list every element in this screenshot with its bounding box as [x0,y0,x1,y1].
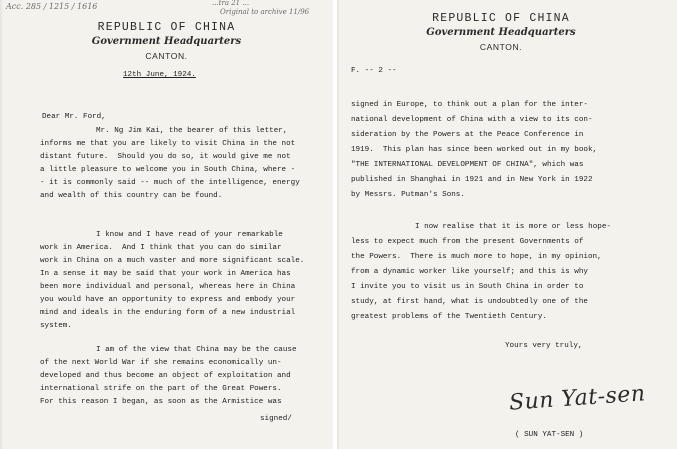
archive-note: ...tra 21 ... [212,0,250,7]
archive-accession-note: Acc. 285 / 1215 / 1616 [6,2,98,11]
page-edge-shadow [0,0,3,449]
body-line: I invite you to visit us in South China in order to [351,283,584,291]
page-marker: F. -- 2 -- [351,67,397,75]
body-line: I am of the view that China may be the cause [96,346,297,354]
letterhead-city: CANTON. [145,51,188,61]
page-edge-shadow [337,0,340,449]
continuation-word: signed/ [260,415,292,423]
body-line: greatest problems of the Twentieth Century. [351,313,547,321]
body-line: work in China on a much vaster and more significant scale. [40,257,305,265]
closing: Yours very truly, [505,342,583,350]
body-line: study, at first hand, what is undoubtedly one of the [351,298,588,306]
body-line: published in Shanghai in 1921 and in New York in 1922 [351,176,593,184]
body-line: I know and I have read of your remarkable [96,231,283,239]
body-line: Mr. Ng Jim Kai, the bearer of this letter, [96,127,288,135]
archive-original-note: Original to archive 11/96 [220,8,310,16]
body-line: - it is commonly said -- much of the intelligence, energy [40,179,300,187]
letterhead-subtitle: Government Headquarters [91,36,242,47]
letterhead-subtitle: Government Headquarters [426,27,576,38]
body-line: less to expect much from the present Governments of [351,238,584,246]
body-line: signed in Europe, to think out a plan for the inter- [351,101,588,109]
body-line: national development of China with a view to its con- [351,116,593,124]
body-line: I now realise that it is more or less hope- [415,223,611,231]
letterhead-city: CANTON. [479,42,523,52]
body-line: the Powers. There is much more to hope, in my opinion, [351,253,602,261]
salutation: Dear Mr. Ford, [42,113,106,121]
letterhead-title: REPUBLIC OF CHINA [97,21,236,34]
body-line: 1919. This plan has since been worked out in my book, [351,146,598,154]
body-line: sideration by the Powers at the Peace Conference in [351,131,584,139]
body-line: been more individual and personal, whereas here in China [40,283,296,291]
body-line: For this reason I began, as soon as the Armistice was [40,398,282,406]
letter-page-2 [337,0,677,449]
handwritten-signature: Sun Yat-sen [508,381,647,416]
body-line: mind and ideals in the enduring form of a new industrial [40,309,296,317]
letter-date: 12th June, 1924. [123,71,196,79]
body-line: developed and thus become an object of exploitation and [40,372,291,380]
body-line: a little pleasure to welcome you in South China, where - [40,166,296,174]
body-line: and wealth of this country can be found. [40,192,223,200]
body-line: "THE INTERNATIONAL DEVELOPMENT OF CHINA", which was [351,161,584,169]
typed-signatory-name: ( SUN YAT-SEN ) [515,431,584,439]
body-line: international strife on the part of the Great Powers. [40,385,282,393]
body-line: system. [40,322,72,330]
letter-page-1 [0,0,333,449]
body-line: of the next World War if she remains economically un- [40,359,282,367]
body-line: by Messrs. Putman's Sons. [351,191,465,199]
body-line: work in America. And I think that you can do similar [40,244,282,252]
letterhead-title: REPUBLIC OF CHINA [432,12,570,25]
body-line: informs me that you are likely to visit China in the not [40,140,296,148]
body-line: you would have an opportunity to express and embody your [40,296,296,304]
body-line: from a dynamic worker like yourself; and this is why [351,268,588,276]
body-line: distant future. Should you do so, it would give me not [40,153,291,161]
body-line: In a sense it may be said that your work in America has [40,270,291,278]
